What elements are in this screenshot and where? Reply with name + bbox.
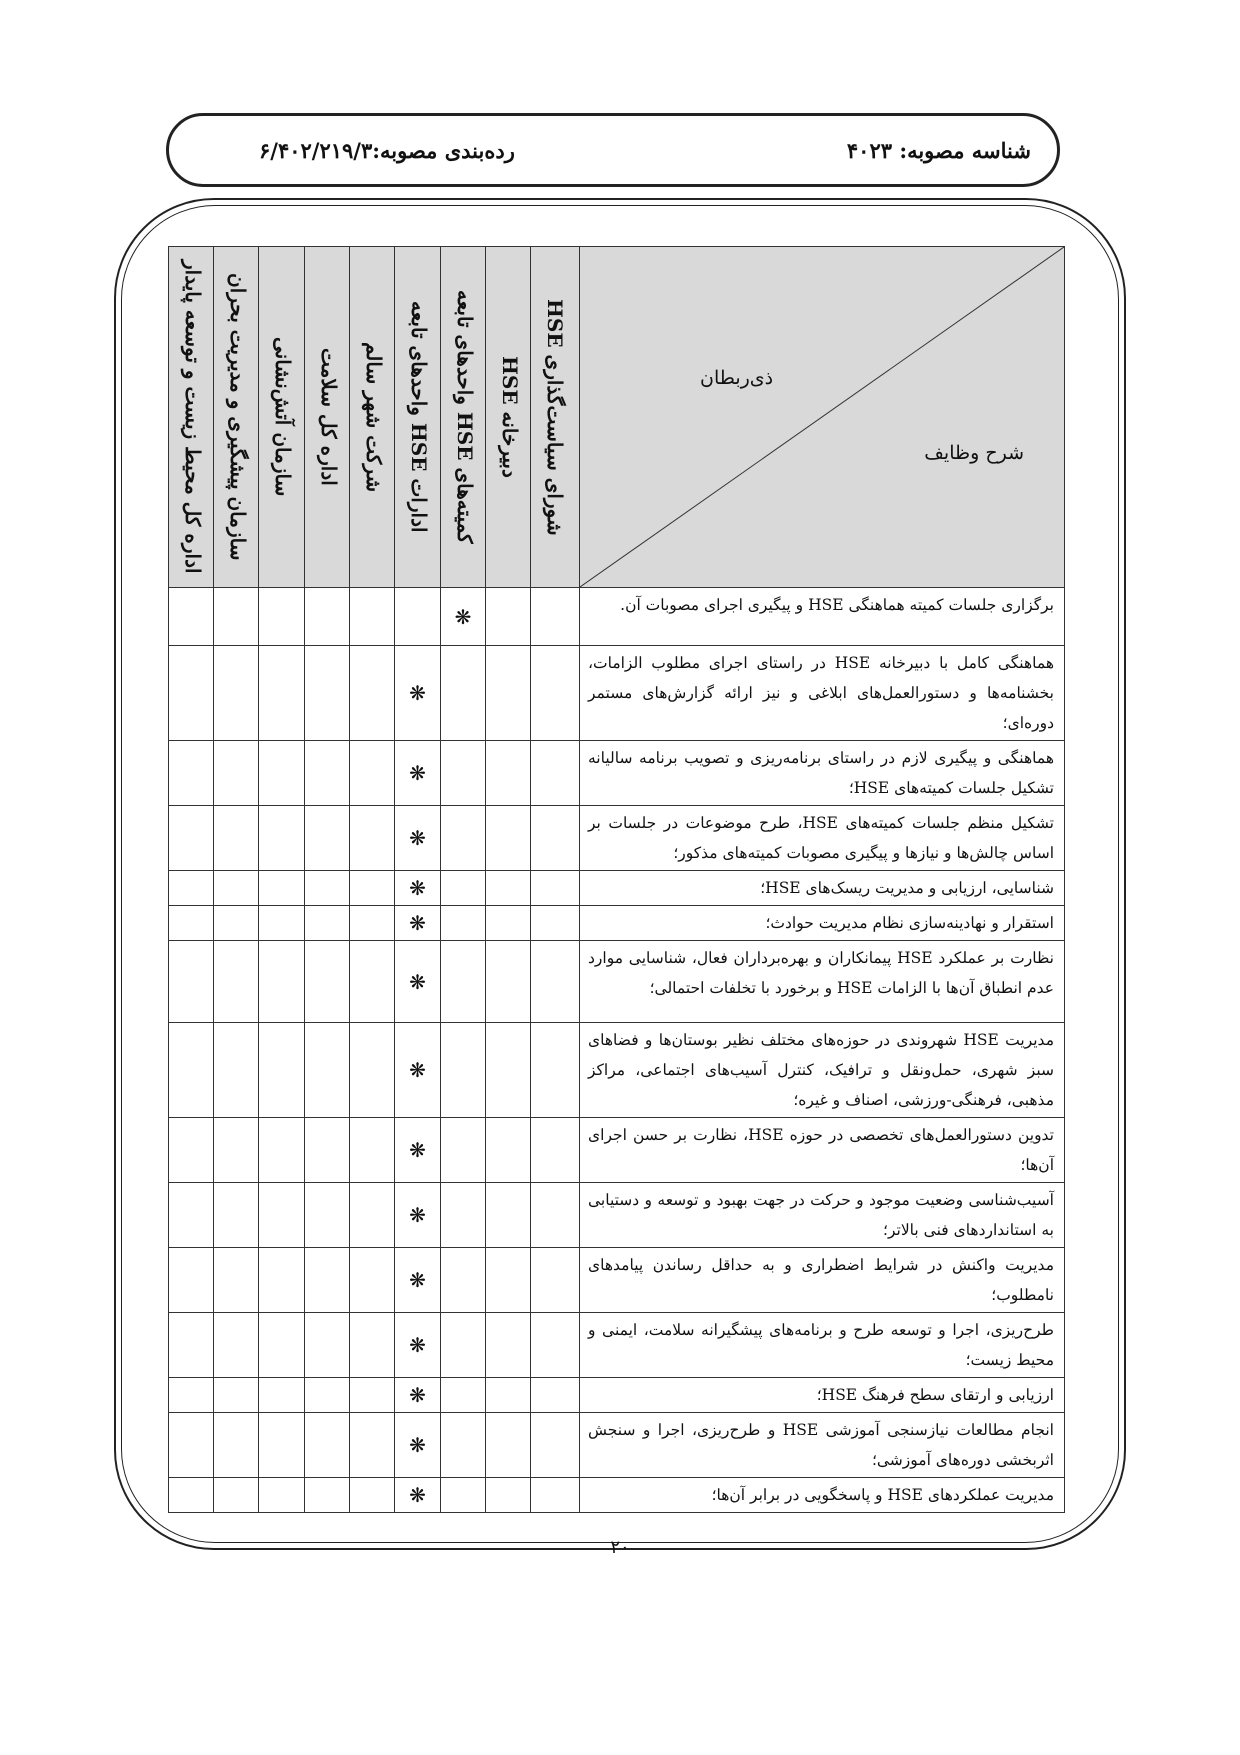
- column-header: سازمان پیشگیری و مدیریت بحران: [214, 247, 259, 588]
- asterisk-icon: ❋: [409, 876, 426, 900]
- mark-cell: [169, 1248, 214, 1313]
- mark-cell: [305, 806, 350, 871]
- mark-cell: [305, 741, 350, 806]
- mark-cell: [486, 906, 531, 941]
- mark-cell: [531, 1118, 580, 1183]
- asterisk-icon: ❋: [409, 1268, 426, 1292]
- mark-cell: [305, 871, 350, 906]
- page-number: ۲۰: [610, 1537, 630, 1558]
- duty-description: طرح‌ریزی، اجرا و توسعه طرح و برنامه‌های پیشگیرانه سلامت، ایمنی و محیط زیست؛: [580, 1313, 1065, 1378]
- mark-cell: [259, 1413, 305, 1478]
- mark-cell: [486, 646, 531, 741]
- mark-cell: [305, 941, 350, 1023]
- mark-cell: [395, 906, 441, 941]
- mark-cell: [350, 588, 395, 646]
- mark-cell: [486, 1023, 531, 1118]
- mark-cell: [305, 1183, 350, 1248]
- asterisk-icon: ❋: [409, 969, 426, 994]
- mark-cell: [486, 1183, 531, 1248]
- mark-cell: [486, 1118, 531, 1183]
- mark-cell: [350, 1183, 395, 1248]
- asterisk-icon: ❋: [409, 911, 426, 935]
- mark-cell: [441, 871, 486, 906]
- duty-description: مدیریت واکنش در شرایط اضطراری و به حداقل رساندن پیامدهای نامطلوب؛: [580, 1248, 1065, 1313]
- mark-cell: [305, 1248, 350, 1313]
- asterisk-icon: ❋: [454, 604, 472, 629]
- mark-cell: [259, 1118, 305, 1183]
- mark-cell: [350, 941, 395, 1023]
- mark-cell: [395, 1248, 441, 1313]
- duty-description: ارزیابی و ارتقای سطح فرهنگ HSE؛: [580, 1378, 1065, 1413]
- table-row: [169, 1478, 1065, 1513]
- column-header: اداره کل محیط زیست و توسعه پایدار: [169, 247, 214, 588]
- mark-cell: [169, 871, 214, 906]
- column-header: اداره کل سلامت: [305, 247, 350, 588]
- table-row: [169, 646, 1065, 741]
- asterisk-icon: ❋: [409, 681, 426, 705]
- mark-cell: [214, 741, 259, 806]
- mark-cell: [531, 941, 580, 1023]
- mark-cell: [259, 588, 305, 646]
- mark-cell: [169, 741, 214, 806]
- table-row: [169, 1378, 1065, 1413]
- mark-cell: [441, 1118, 486, 1183]
- mark-cell: [486, 941, 531, 1023]
- mark-cell: [395, 871, 441, 906]
- mark-cell: [531, 646, 580, 741]
- table-body: [169, 588, 1065, 1513]
- mark-cell: [395, 1478, 441, 1513]
- table-row: [169, 588, 1065, 646]
- mark-cell: [259, 806, 305, 871]
- mark-cell: [259, 941, 305, 1023]
- mark-cell: [531, 1313, 580, 1378]
- asterisk-icon: ❋: [409, 761, 426, 785]
- mark-cell: [214, 1248, 259, 1313]
- mark-cell: [214, 1378, 259, 1413]
- mark-cell: [395, 1378, 441, 1413]
- mark-cell: [350, 1118, 395, 1183]
- mark-cell: [305, 588, 350, 646]
- column-header: شرکت شهر سالم: [350, 247, 395, 588]
- mark-cell: [486, 588, 531, 646]
- mark-cell: [531, 1248, 580, 1313]
- duty-description: هماهنگی و پیگیری لازم در راستای برنامه‌ریزی و تصویب برنامه سالیانه تشکیل جلسات کمیته‌های HSE؛: [580, 741, 1065, 806]
- mark-cell: [350, 1413, 395, 1478]
- mark-cell: [486, 1378, 531, 1413]
- table-row: [169, 806, 1065, 871]
- mark-cell: [214, 1023, 259, 1118]
- duty-description: تشکیل منظم جلسات کمیته‌های HSE، طرح موضوعات در جلسات بر اساس چالش‌ها و نیازها و پیگیری مصوبات کمیته‌های مذکور؛: [580, 806, 1065, 871]
- mark-cell: [214, 871, 259, 906]
- mark-cell: [486, 806, 531, 871]
- mark-cell: [531, 1023, 580, 1118]
- table-row: [169, 1313, 1065, 1378]
- mark-cell: [486, 1248, 531, 1313]
- mark-cell: [305, 1378, 350, 1413]
- mark-cell: [259, 1478, 305, 1513]
- mark-cell: [259, 646, 305, 741]
- mark-cell: [395, 1313, 441, 1378]
- asterisk-icon: ❋: [409, 826, 426, 850]
- mark-cell: [395, 806, 441, 871]
- mark-cell: [531, 1413, 580, 1478]
- mark-cell: [486, 1313, 531, 1378]
- mark-cell: [531, 1183, 580, 1248]
- mark-cell: [395, 1118, 441, 1183]
- mark-cell: [169, 941, 214, 1023]
- mark-cell: [441, 741, 486, 806]
- mark-cell: [169, 1478, 214, 1513]
- mark-cell: [350, 1313, 395, 1378]
- mark-cell: [169, 906, 214, 941]
- mark-cell: [259, 1183, 305, 1248]
- mark-cell: [441, 1248, 486, 1313]
- mark-cell: [441, 1313, 486, 1378]
- mark-cell: [441, 1413, 486, 1478]
- table-row: [169, 1248, 1065, 1313]
- mark-cell: [441, 1378, 486, 1413]
- mark-cell: [305, 1118, 350, 1183]
- table-row: [169, 1183, 1065, 1248]
- mark-cell: [350, 646, 395, 741]
- document-header: [166, 113, 1060, 187]
- duties-label: شرح وظایف: [924, 442, 1024, 464]
- asterisk-icon: ❋: [409, 1483, 426, 1507]
- mark-cell: [531, 588, 580, 646]
- mark-cell: [395, 941, 441, 1023]
- responsibility-table-wrapper: [168, 246, 1064, 1507]
- mark-cell: [486, 741, 531, 806]
- mark-cell: [214, 1313, 259, 1378]
- mark-cell: [395, 1413, 441, 1478]
- mark-cell: [214, 1413, 259, 1478]
- mark-cell: [214, 1183, 259, 1248]
- duty-description: شناسایی، ارزیابی و مدیریت ریسک‌های HSE؛: [580, 871, 1065, 906]
- mark-cell: [259, 741, 305, 806]
- mark-cell: [259, 1248, 305, 1313]
- diagonal-header-cell: [580, 247, 1065, 588]
- mark-cell: [441, 646, 486, 741]
- mark-cell: [441, 1023, 486, 1118]
- mark-cell: [169, 646, 214, 741]
- duty-description: نظارت بر عملکرد HSE پیمانکاران و بهره‌برداران فعال، شناسایی موارد عدم انطباق آن‌ها با الزامات HSE و برخورد با تخلفات احتمالی؛: [580, 941, 1065, 1023]
- asterisk-icon: ❋: [409, 1203, 426, 1227]
- duty-description: مدیریت عملکردهای HSE و پاسخگویی در برابر آن‌ها؛: [580, 1478, 1065, 1513]
- mark-cell: [531, 906, 580, 941]
- mark-cell: [441, 906, 486, 941]
- column-header: ادارات HSE واحدهای تابعه: [395, 247, 441, 588]
- stakeholders-label: ذی‌ربطان: [700, 367, 774, 389]
- column-header: دبیرخانه HSE: [486, 247, 531, 588]
- mark-cell: [350, 806, 395, 871]
- mark-cell: [441, 588, 486, 646]
- mark-cell: [350, 1378, 395, 1413]
- mark-cell: [350, 1248, 395, 1313]
- table-header-row: [169, 247, 1065, 588]
- mark-cell: [214, 646, 259, 741]
- mark-cell: [259, 1313, 305, 1378]
- mark-cell: [350, 871, 395, 906]
- duty-description: تدوین دستورالعمل‌های تخصصی در حوزه HSE، نظارت بر حسن اجرای آن‌ها؛: [580, 1118, 1065, 1183]
- mark-cell: [486, 871, 531, 906]
- mark-cell: [169, 1413, 214, 1478]
- mark-cell: [169, 806, 214, 871]
- duty-description: برگزاری جلسات کمیته هماهنگی HSE و پیگیری اجرای مصوبات آن.: [580, 588, 1065, 646]
- mark-cell: [169, 1378, 214, 1413]
- mark-cell: [395, 1183, 441, 1248]
- mark-cell: [486, 1478, 531, 1513]
- column-header: کمیته‌های HSE واحدهای تابعه: [441, 247, 486, 588]
- mark-cell: [214, 806, 259, 871]
- mark-cell: [395, 741, 441, 806]
- mark-cell: [531, 1378, 580, 1413]
- column-header: سازمان آتش‌نشانی: [259, 247, 305, 588]
- asterisk-icon: ❋: [409, 1138, 426, 1162]
- asterisk-icon: ❋: [409, 1333, 426, 1357]
- asterisk-icon: ❋: [409, 1383, 426, 1407]
- mark-cell: [169, 1118, 214, 1183]
- mark-cell: [350, 1023, 395, 1118]
- mark-cell: [214, 906, 259, 941]
- mark-cell: [169, 1023, 214, 1118]
- table-row: [169, 1118, 1065, 1183]
- duty-description: هماهنگی کامل با دبیرخانه HSE در راستای اجرای مطلوب الزامات، بخشنامه‌ها و دستورالعمل‌های ابلاغی و نیز ارائه گزارش‌های مستمر دوره‌ای؛: [580, 646, 1065, 741]
- table-row: [169, 1413, 1065, 1478]
- mark-cell: [214, 941, 259, 1023]
- mark-cell: [441, 1478, 486, 1513]
- diagonal-line: [580, 247, 1064, 587]
- mark-cell: [169, 1313, 214, 1378]
- mark-cell: [531, 741, 580, 806]
- responsibility-table: [168, 246, 1065, 1513]
- mark-cell: [441, 806, 486, 871]
- mark-cell: [305, 646, 350, 741]
- mark-cell: [305, 1313, 350, 1378]
- mark-cell: [350, 1478, 395, 1513]
- mark-cell: [531, 806, 580, 871]
- mark-cell: [531, 871, 580, 906]
- duty-description: استقرار و نهادینه‌سازی نظام مدیریت حوادث؛: [580, 906, 1065, 941]
- mark-cell: [395, 1023, 441, 1118]
- mark-cell: [214, 1118, 259, 1183]
- approval-id: شناسه مصوبه: ۴۰۲۳: [846, 138, 1031, 163]
- mark-cell: [441, 1183, 486, 1248]
- table-row: [169, 741, 1065, 806]
- mark-cell: [169, 588, 214, 646]
- approval-classification: رده‌بندی مصوبه:۶/۴۰۲/۲۱۹/۳: [259, 138, 515, 163]
- mark-cell: [259, 1023, 305, 1118]
- mark-cell: [350, 906, 395, 941]
- mark-cell: [486, 1413, 531, 1478]
- mark-cell: [259, 871, 305, 906]
- table-row: [169, 871, 1065, 906]
- mark-cell: [395, 646, 441, 741]
- duty-description: انجام مطالعات نیازسنجی آموزشی HSE و طرح‌ریزی، اجرا و سنجش اثربخشی دوره‌های آموزشی؛: [580, 1413, 1065, 1478]
- mark-cell: [214, 1478, 259, 1513]
- mark-cell: [395, 588, 441, 646]
- mark-cell: [214, 588, 259, 646]
- asterisk-icon: ❋: [409, 1058, 426, 1082]
- table-row: [169, 1023, 1065, 1118]
- table-row: [169, 941, 1065, 1023]
- mark-cell: [305, 1023, 350, 1118]
- table-row: [169, 906, 1065, 941]
- mark-cell: [259, 906, 305, 941]
- mark-cell: [259, 1378, 305, 1413]
- asterisk-icon: ❋: [409, 1433, 426, 1457]
- duty-description: آسیب‌شناسی وضعیت موجود و حرکت در جهت بهبود و توسعه و دستیابی به استانداردهای فنی بالاتر؛: [580, 1183, 1065, 1248]
- column-header: شورای سیاست‌گذاری HSE: [531, 247, 580, 588]
- mark-cell: [305, 1478, 350, 1513]
- mark-cell: [350, 741, 395, 806]
- duty-description: مدیریت HSE شهروندی در حوزه‌های مختلف نظیر بوستان‌ها و فضاهای سبز شهری، حمل‌ونقل و ترافیک، کنترل آسیب‌های اجتماعی، مراکز مذهبی، فرهنگی-ورزشی، اصناف و غیره؛: [580, 1023, 1065, 1118]
- mark-cell: [305, 906, 350, 941]
- mark-cell: [441, 941, 486, 1023]
- mark-cell: [305, 1413, 350, 1478]
- mark-cell: [169, 1183, 214, 1248]
- mark-cell: [531, 1478, 580, 1513]
